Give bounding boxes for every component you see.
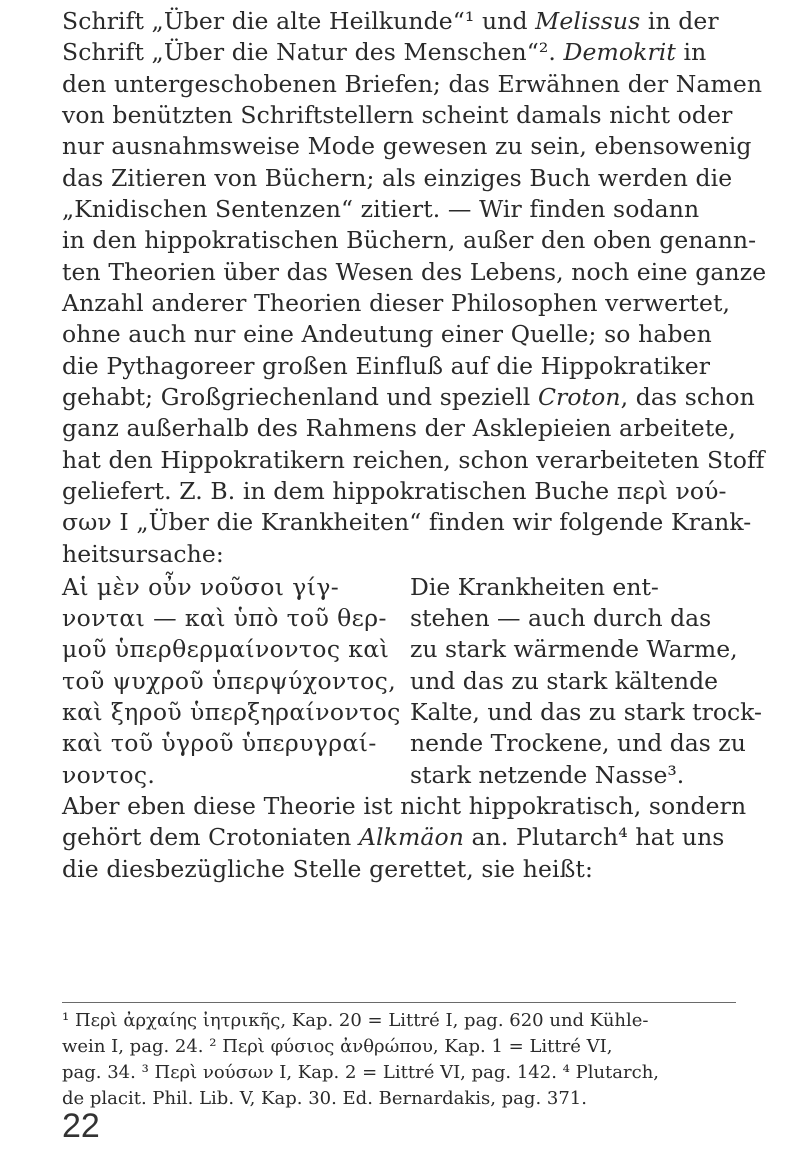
- body-line-8: ten Theorien über das Wesen des Lebens, noch eine ganze: [62, 258, 767, 286]
- body-line: [62, 445, 765, 476]
- body-line: [62, 382, 755, 413]
- body-line: [62, 854, 736, 885]
- after-line-1: gehört dem Crotoniaten Alkmäon an. Plutarch⁴ hat uns: [62, 823, 725, 851]
- greek-line: τοῦ ψυχροῦ ὑπερψύχοντος,: [62, 667, 397, 695]
- greek-line: καὶ ξηροῦ ὑπερξηραίνοντος: [62, 698, 401, 726]
- body-line: [62, 476, 736, 507]
- body-line: [62, 257, 767, 288]
- body-line: [62, 69, 763, 100]
- translation-line: Die Krankheiten ent-: [410, 573, 659, 601]
- greek-line: Αἱ μὲν οὖν νοῦσοι γίγ-: [62, 573, 340, 601]
- footnote-line: wein I, pag. 24. ² Περὶ φύσιος ἀνθρώπου, Kap. 1 = Littré VI,: [62, 1036, 613, 1057]
- italic-name: Demokrit: [563, 38, 676, 66]
- body-line: [62, 194, 736, 225]
- translation-line: nende Trockene, und das zu: [410, 729, 746, 757]
- translation-line: stark netzende Nasse³.: [410, 761, 685, 789]
- body-line-12: gehabt; Großgriechenland und speziell Croton, das schon: [62, 383, 755, 411]
- greek-line: νονται — καὶ ὑπὸ τοῦ θερ-: [62, 604, 387, 632]
- footnote-rule: [62, 1002, 736, 1003]
- greek-line: νοντος.: [62, 761, 156, 789]
- body-line: [62, 539, 736, 570]
- footnote-line: pag. 34. ³ Περὶ νούσων I, Kap. 2 = Littré VI, pag. 142. ⁴ Plutarch,: [62, 1062, 660, 1083]
- body-line-0: Schrift „Über die alte Heilkunde“¹ und Melissus in der: [62, 7, 719, 35]
- translation-line: stehen — auch durch das: [410, 604, 712, 632]
- body-line-3: von benützten Schriftstellern scheint damals nicht oder: [62, 101, 733, 129]
- italic-name: Alkmäon: [358, 823, 464, 851]
- footnote-line: ¹ Περὶ ἀρχαίης ἰητρικῆς, Kap. 20 = Littré I, pag. 620 und Kühle-: [62, 1010, 649, 1031]
- footnote-line: de placit. Phil. Lib. V, Kap. 30. Ed. Bernardakis, pag. 371.: [62, 1088, 587, 1109]
- body-line-11: die Pythagoreer großen Einfluß auf die Hippokratiker: [62, 352, 711, 380]
- body-line-6: „Knidischen Sentenzen“ zitiert. — Wir finden sodann: [62, 195, 700, 223]
- italic-name: Melissus: [535, 7, 641, 35]
- body-line-14: hat den Hippokratikern reichen, schon verarbeiteten Stoff: [62, 446, 765, 474]
- body-line: [62, 37, 736, 68]
- body-line-1: Schrift „Über die Natur des Menschen“². Demokrit in: [62, 38, 707, 66]
- body-line: [62, 507, 752, 538]
- body-line-9: Anzahl anderer Theorien dieser Philosophen verwertet,: [62, 289, 731, 317]
- body-line-15: geliefert. Z. B. in dem hippokratischen Buche περὶ νού-: [62, 477, 727, 505]
- greek-line: μοῦ ὑπερθερμαίνοντος καὶ: [62, 635, 390, 663]
- body-line-13: ganz außerhalb des Rahmens der Asklepieien arbeitete,: [62, 414, 736, 442]
- body-line-10: ohne auch nur eine Andeutung einer Quelle; so haben: [62, 320, 712, 348]
- page-number: 22: [62, 1107, 100, 1145]
- body-line-17: heitsursache:: [62, 540, 224, 568]
- body-line: [62, 822, 736, 853]
- body-line-16: σων I „Über die Krankheiten“ finden wir folgende Krank-: [62, 508, 752, 536]
- body-line-4: nur ausnahmsweise Mode gewesen zu sein, ebensowenig: [62, 132, 752, 160]
- body-line: [62, 288, 736, 319]
- translation-line: Kalte, und das zu stark trock-: [410, 698, 762, 726]
- body-line-5: das Zitieren von Büchern; als einziges Buch werden die: [62, 164, 733, 192]
- body-line: [62, 351, 736, 382]
- body-line: [62, 100, 736, 131]
- after-line-0: Aber eben diese Theorie ist nicht hippokratisch, sondern: [62, 792, 747, 820]
- italic-name: Croton: [537, 383, 621, 411]
- body-line-7: in den hippokratischen Büchern, außer den oben genann-: [62, 226, 757, 254]
- body-line: [62, 319, 736, 350]
- after-line-2: die diesbezügliche Stelle gerettet, sie heißt:: [62, 855, 593, 883]
- body-line: [62, 225, 757, 256]
- translation-line: zu stark wärmende Warme,: [410, 635, 738, 663]
- body-line: [62, 791, 747, 822]
- body-line: [62, 163, 736, 194]
- greek-line: καὶ τοῦ ὑγροῦ ὑπερυγραί-: [62, 729, 377, 757]
- body-line-2: den untergeschobenen Briefen; das Erwähnen der Namen: [62, 70, 763, 98]
- body-line: [62, 413, 736, 444]
- translation-line: und das zu stark kältende: [410, 667, 719, 695]
- body-line: [62, 131, 752, 162]
- body-line: [62, 6, 736, 37]
